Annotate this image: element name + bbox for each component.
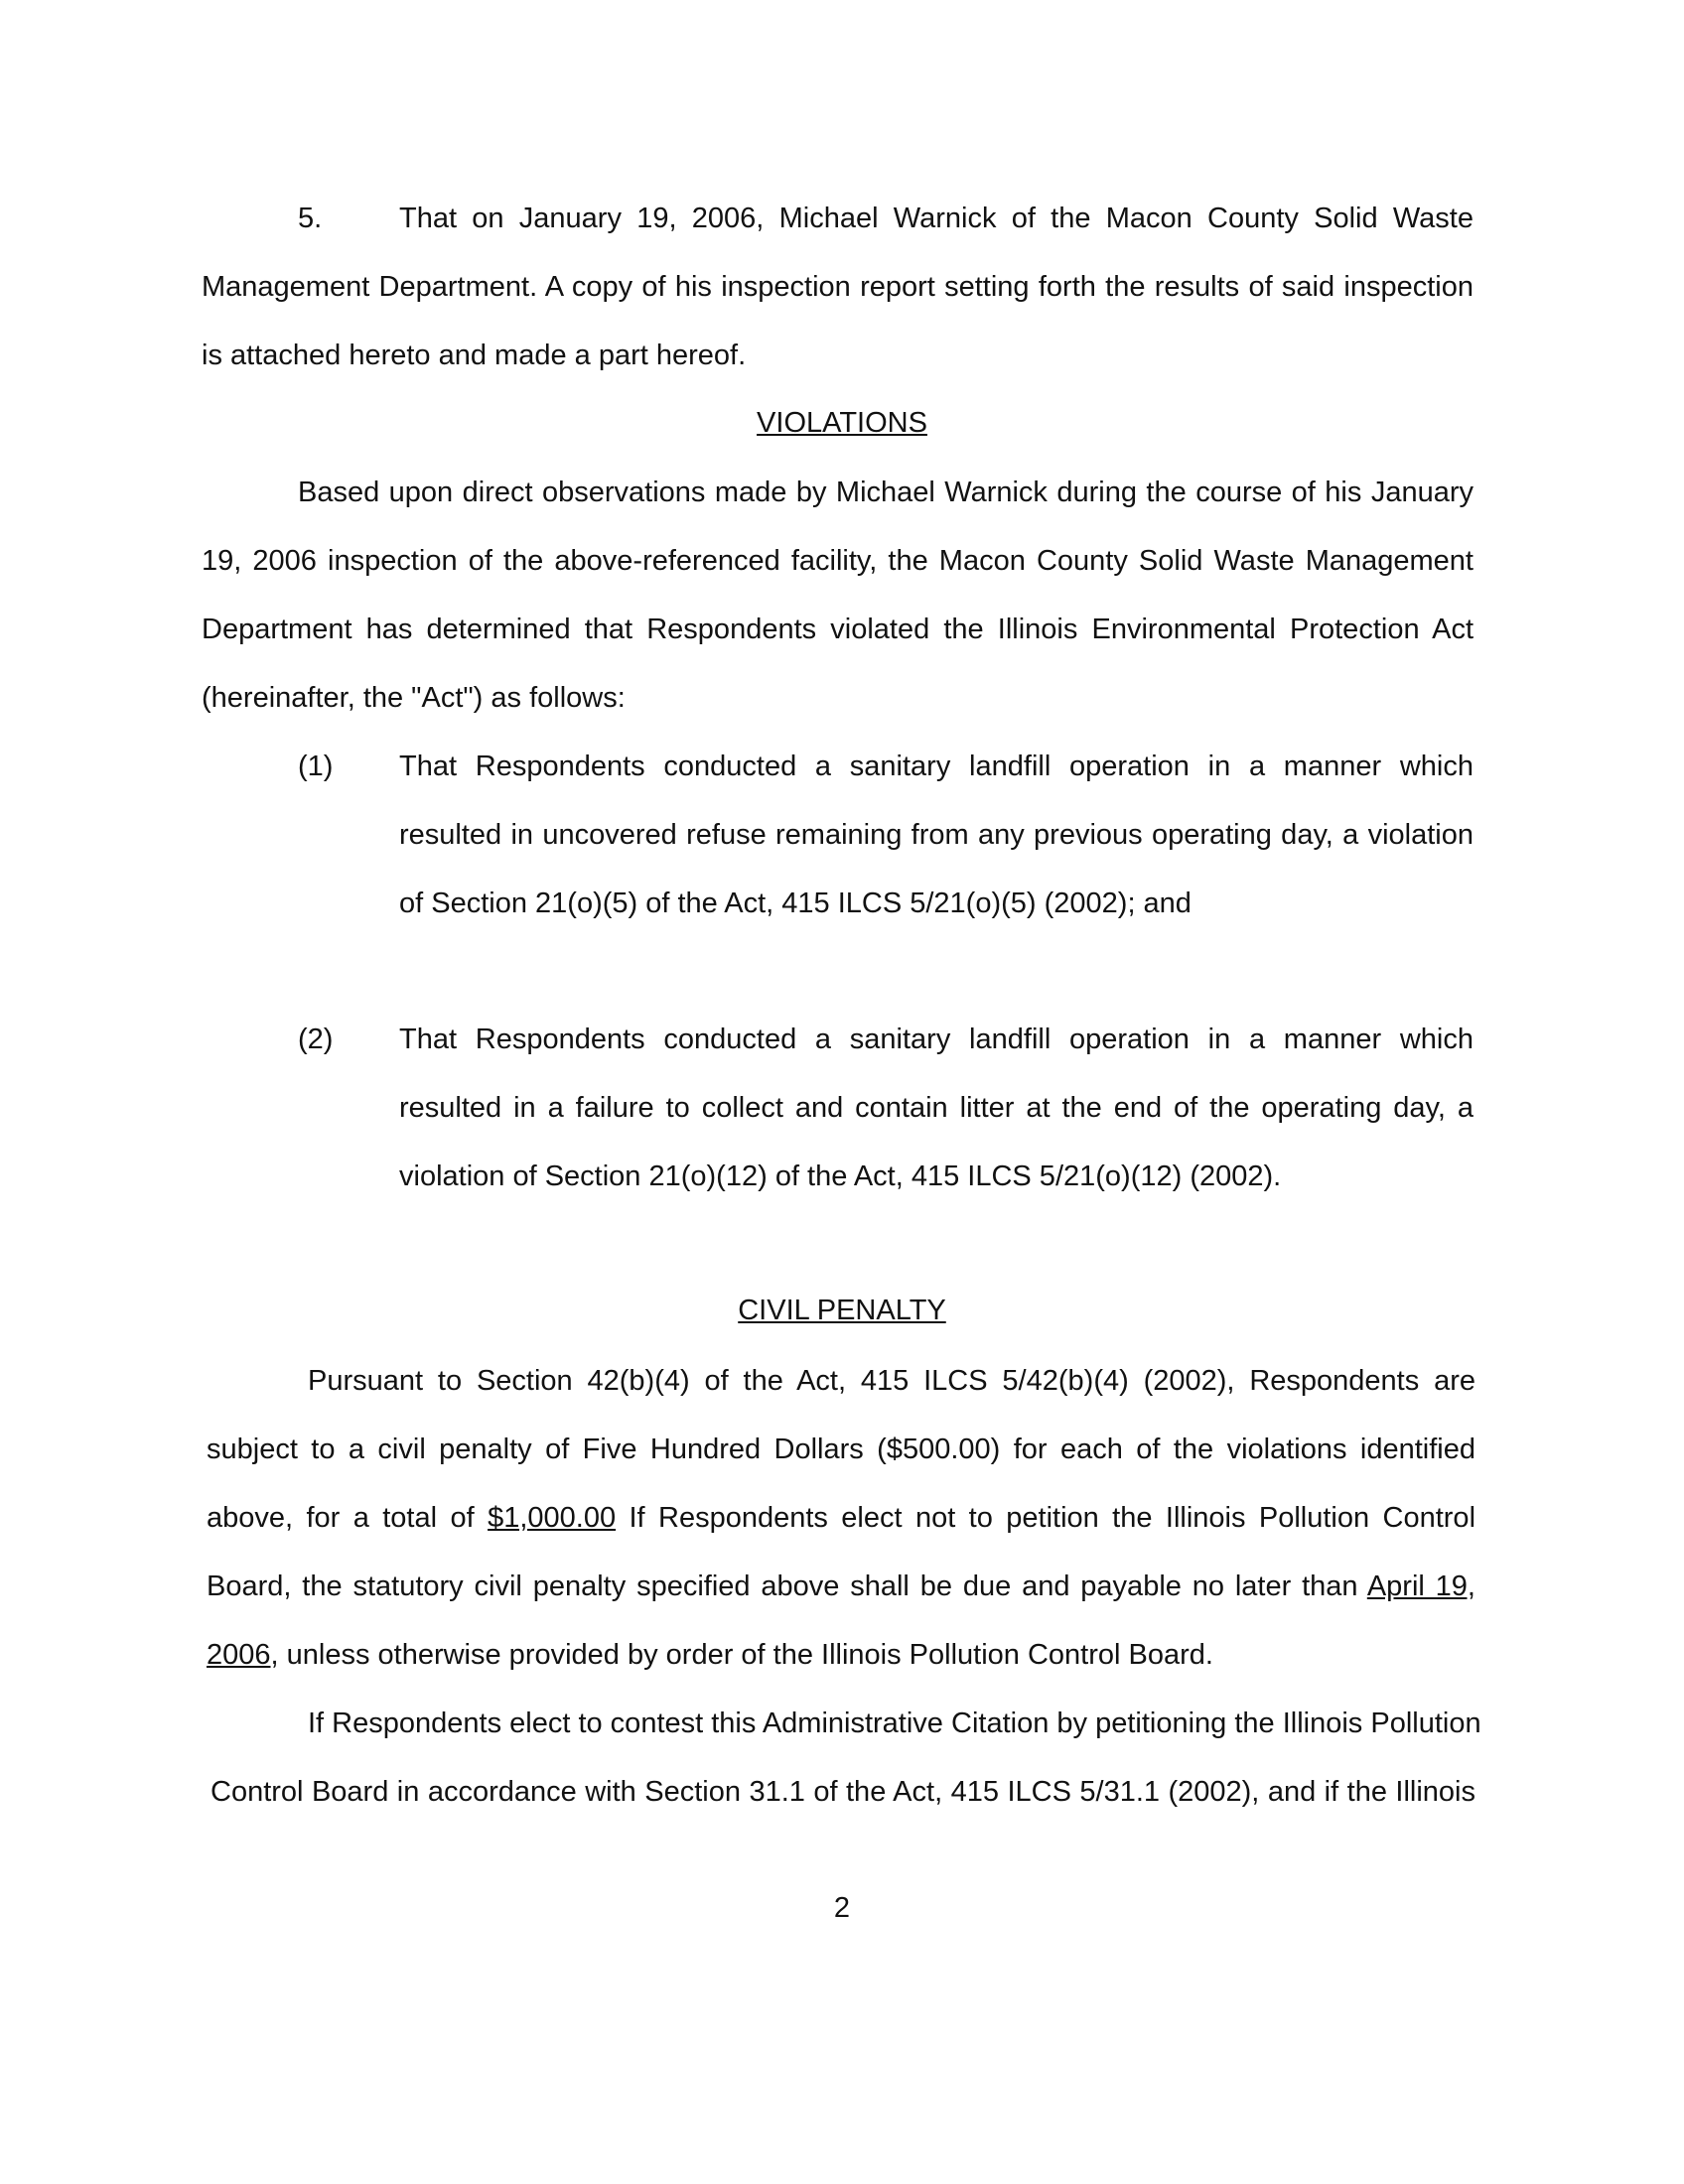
penalty-p1-line-4 — [207, 1569, 1475, 1604]
penalty-p1-line-3 — [207, 1500, 1475, 1536]
penalty-due-year: 2006 — [207, 1639, 271, 1671]
violation-2-line-1: That Respondents conducted a sanitary landfill operation in a manner which — [399, 1024, 1474, 1055]
violation-1-line-2: resulted in uncovered refuse remaining from any previous operating day, a violation — [399, 819, 1474, 851]
paragraph-5-line-3: is attached hereto and made a part hereof. — [202, 340, 747, 371]
penalty-p1-line-5 — [207, 1637, 1213, 1673]
civil-penalty-heading: CIVIL PENALTY — [738, 1295, 946, 1326]
paragraph-5-line-1: That on January 19, 2006, Michael Warnick of the Macon County Solid Waste — [399, 203, 1474, 234]
violations-heading: VIOLATIONS — [757, 407, 927, 439]
penalty-p1-line-1: Pursuant to Section 42(b)(4) of the Act, 415 ILCS 5/42(b)(4) (2002), Respondents are — [308, 1365, 1475, 1397]
penalty-p2-line-1: If Respondents elect to contest this Administrative Citation by petitioning the Illinois Pollution — [308, 1707, 1481, 1739]
violation-item-number: (2) — [298, 1024, 334, 1055]
violation-1-line-1: That Respondents conducted a sanitary landfill operation in a manner which — [399, 751, 1474, 782]
violation-2-line-3: violation of Section 21(o)(12) of the Act, 415 ILCS 5/21(o)(12) (2002). — [399, 1160, 1282, 1192]
penalty-text: above, for a total of — [207, 1502, 489, 1534]
paragraph-5-line-2: Management Department. A copy of his inspection report setting forth the results of said inspection — [202, 271, 1474, 303]
penalty-total-amount: $1,000.00 — [488, 1502, 617, 1534]
violations-intro-line-3: Department has determined that Respondents violated the Illinois Environmental Protection Act — [202, 614, 1474, 645]
penalty-due-date: April 19, — [1366, 1570, 1475, 1602]
penalty-text: Board, the statutory civil penalty specified above shall be due and payable no later than — [207, 1570, 1367, 1602]
violation-1-line-3: of Section 21(o)(5) of the Act, 415 ILCS 5/21(o)(5) (2002); and — [399, 887, 1192, 919]
violations-intro-line-1: Based upon direct observations made by Michael Warnick during the course of his January — [298, 477, 1474, 508]
paragraph-number: 5. — [298, 203, 323, 234]
violation-2-line-2: resulted in a failure to collect and contain litter at the end of the operating day, a — [399, 1092, 1474, 1124]
penalty-text: If Respondents elect not to petition the Illinois Pollution Control — [616, 1502, 1476, 1534]
violation-item-number: (1) — [298, 751, 334, 782]
penalty-text: , unless otherwise provided by order of the Illinois Pollution Control Board. — [270, 1639, 1213, 1671]
penalty-p2-line-2: Control Board in accordance with Section 31.1 of the Act, 415 ILCS 5/31.1 (2002), and if the Illinois — [210, 1776, 1475, 1808]
violations-intro-line-2: 19, 2006 inspection of the above-referenced facility, the Macon County Solid Waste Management — [202, 545, 1474, 577]
page-number: 2 — [833, 1892, 851, 1924]
penalty-p1-line-2: subject to a civil penalty of Five Hundred Dollars ($500.00) for each of the violations identified — [207, 1433, 1475, 1465]
violations-intro-line-4: (hereinafter, the "Act") as follows: — [202, 682, 626, 714]
